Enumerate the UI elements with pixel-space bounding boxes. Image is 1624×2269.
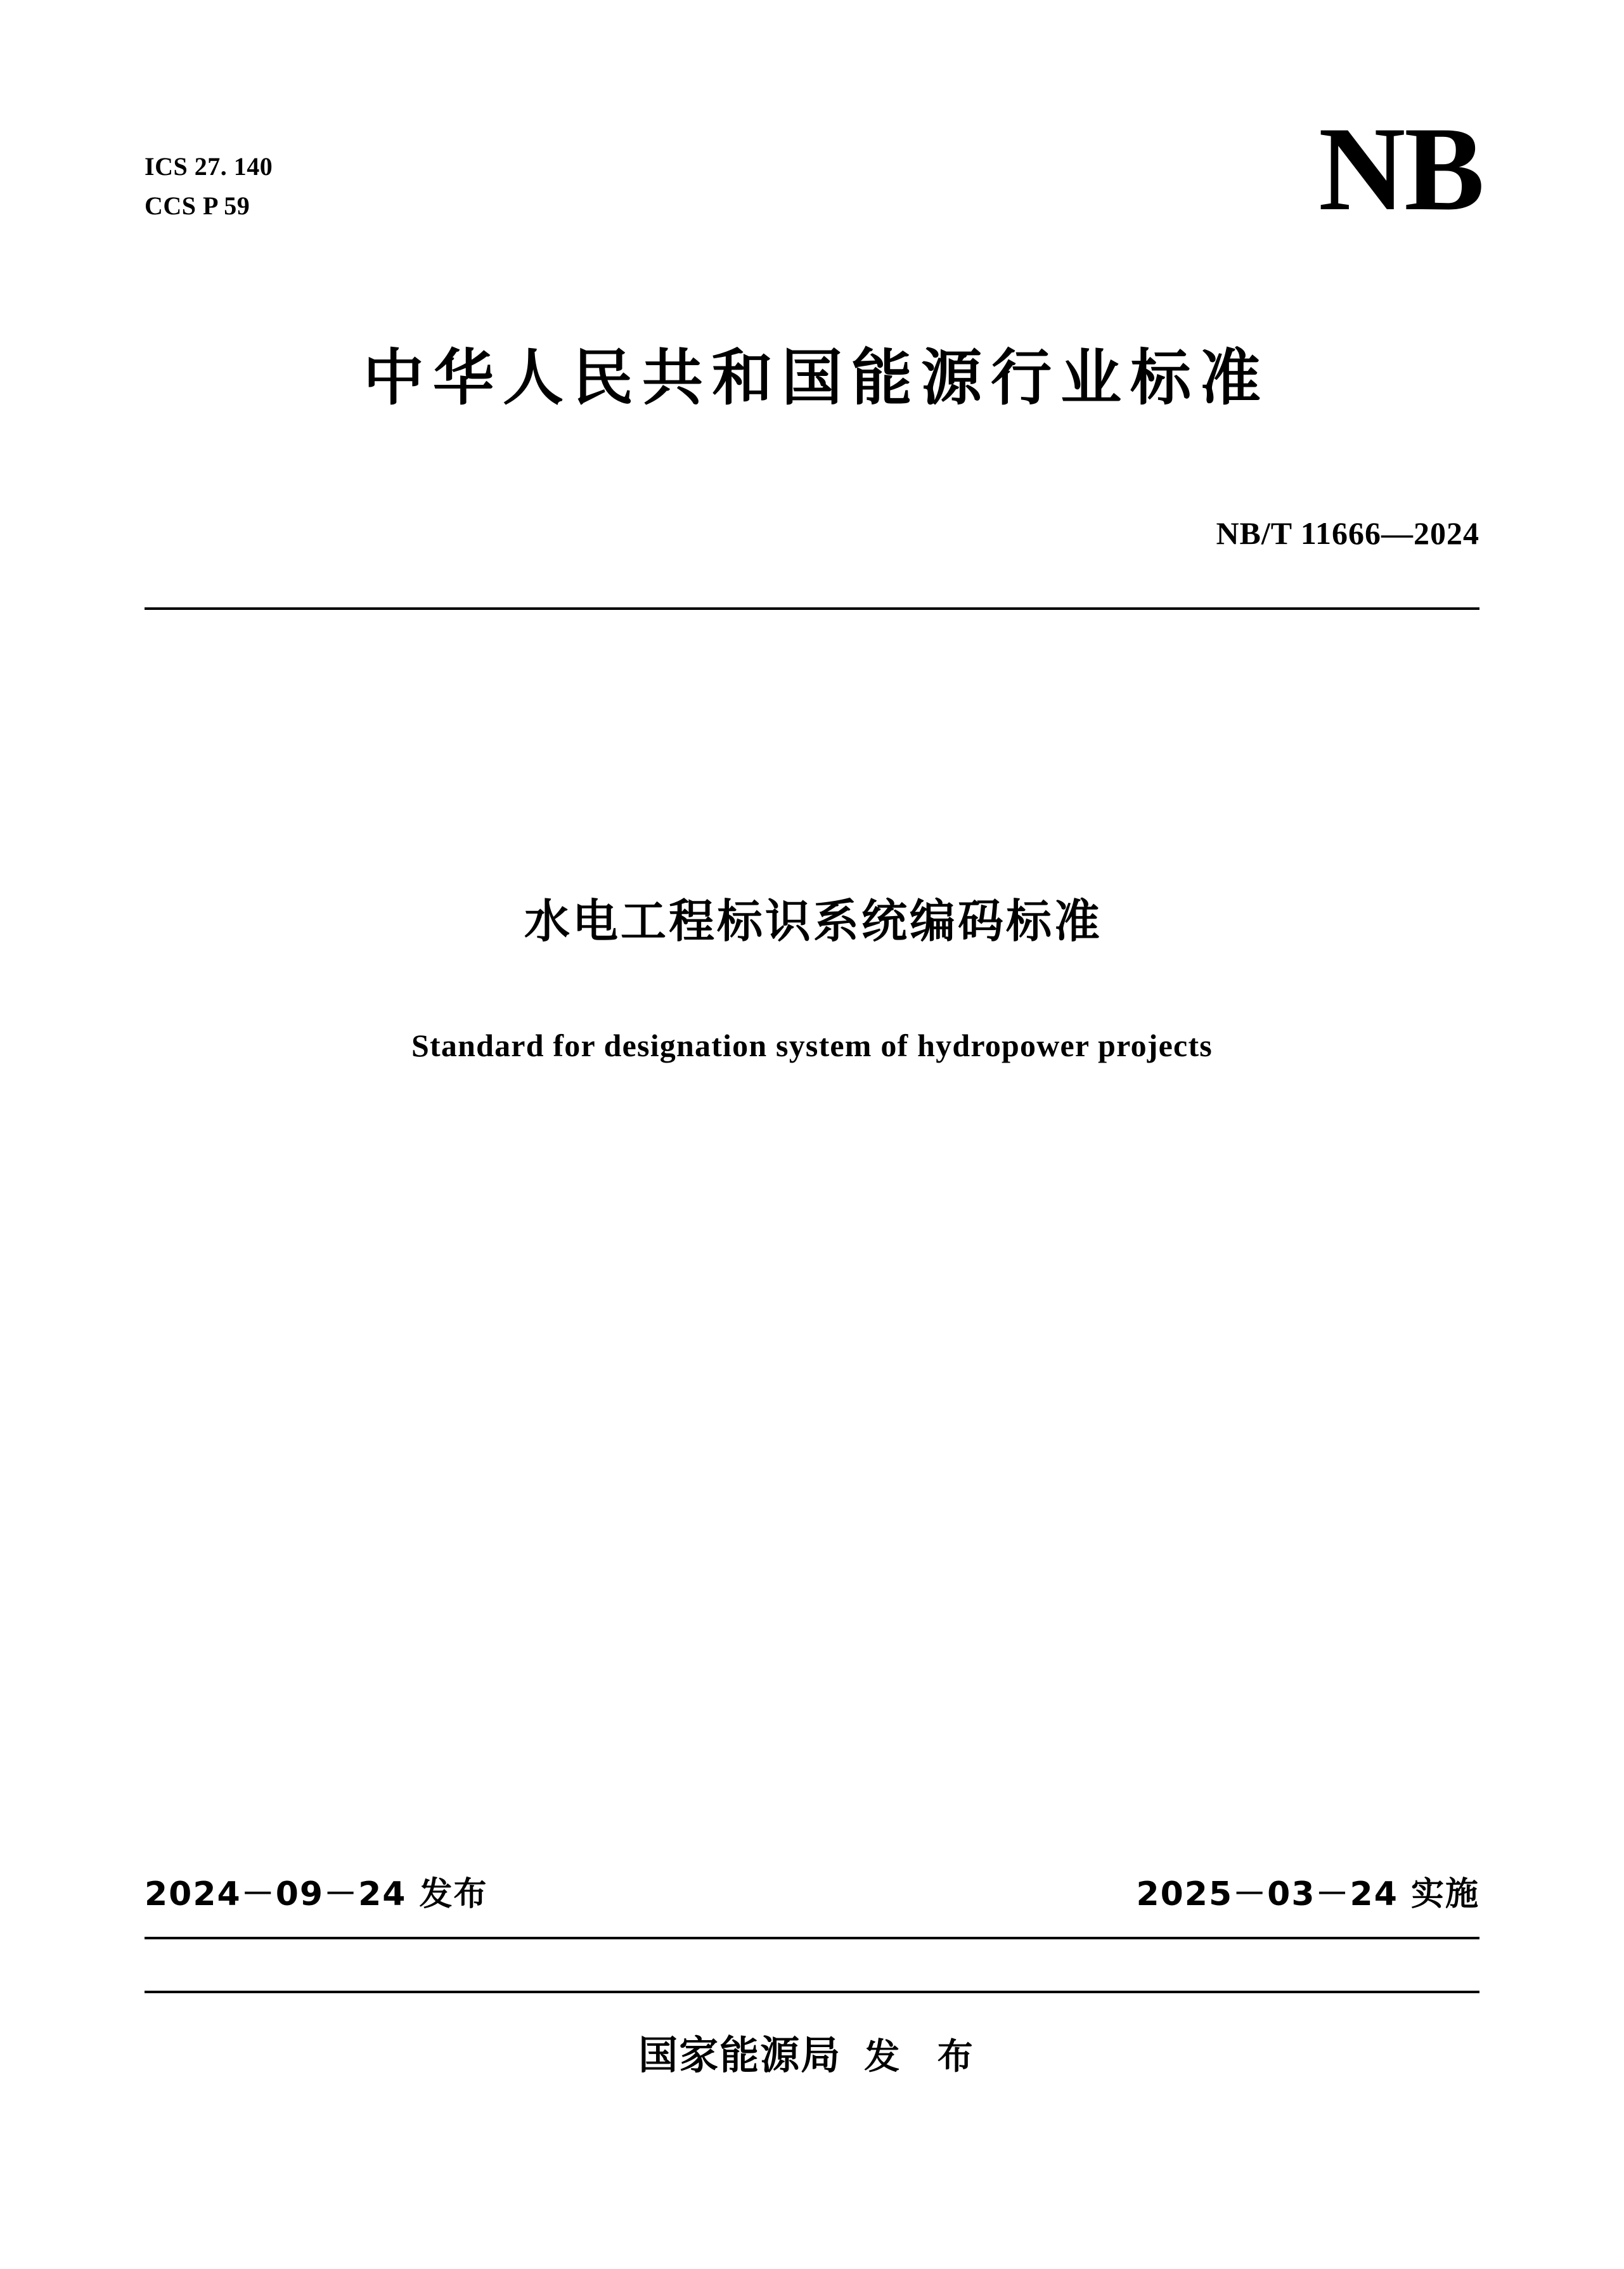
- divider-bottom-lower: [145, 1991, 1479, 1993]
- ics-code: ICS 27. 140: [145, 152, 273, 181]
- classification-block: [145, 147, 273, 226]
- page-title: 中华人民共和国能源行业标准: [363, 342, 1270, 413]
- publisher-organization: 国家能源局: [638, 2032, 842, 2078]
- nb-logo: NB: [1318, 103, 1483, 236]
- divider-top: [145, 607, 1479, 610]
- document-title-english: Standard for designation system of hydropower projects: [411, 1028, 1213, 1063]
- effective-date: 2025－03－24 实施: [1136, 1875, 1479, 1913]
- publisher: [0, 2024, 1624, 2080]
- standard-number: NB/T 11666—2024: [1216, 515, 1479, 551]
- publisher-verb: 发 布: [864, 2036, 986, 2078]
- divider-bottom-upper: [145, 1937, 1479, 1939]
- ccs-code: CCS P 59: [145, 191, 250, 220]
- document-title-chinese: 水电工程标识系统编码标准: [524, 895, 1102, 948]
- issue-date: 2024－09－24 发布: [145, 1875, 488, 1913]
